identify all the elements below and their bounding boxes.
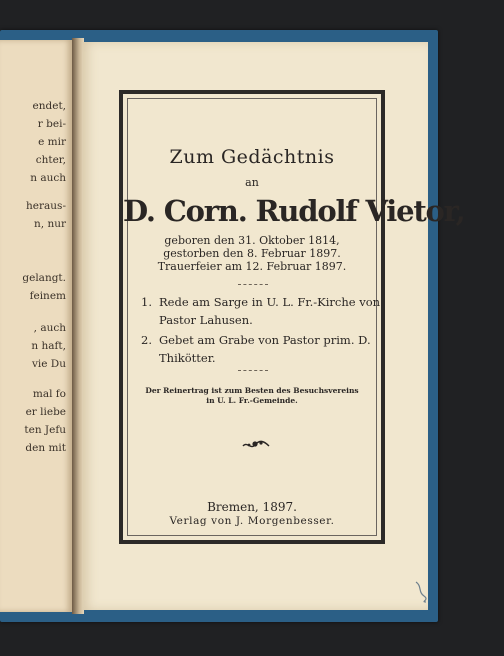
item-text: Rede am Sarge in U. L. Fr.-Kirche von Pastor Lahusen. xyxy=(159,295,381,327)
left-page-text-line: ten Jefu xyxy=(24,424,66,436)
proceeds-note-line: in U. L. Fr.-Gemeinde. xyxy=(206,396,298,405)
left-page-text-line: heraus- xyxy=(26,200,66,212)
funeral-date: Trauerfeier am 12. Februar 1897. xyxy=(157,260,347,273)
bookmark-thread-icon xyxy=(414,580,428,604)
title-frame xyxy=(119,90,465,544)
death-date: gestorben den 8. Februar 1897. xyxy=(163,247,341,260)
left-page-text-line: n, nur xyxy=(34,218,66,230)
item-text: Gebet am Grabe von Pastor prim. D. Thikötter. xyxy=(159,333,371,365)
honoree-name: D. Corn. Rudolf Vietor, xyxy=(123,194,465,228)
left-page-text-line: endet, xyxy=(32,100,66,112)
left-page-text-line: chter, xyxy=(35,154,66,166)
left-page-text-line: den mit xyxy=(25,442,66,454)
ornament-divider xyxy=(238,370,268,373)
left-page-text-line: n haft, xyxy=(31,340,66,352)
imprint-city-year: Bremen, 1897. xyxy=(207,500,297,514)
item-number: 1. xyxy=(141,295,152,309)
left-page-text-line: , auch xyxy=(33,322,66,334)
left-page-text-line: vie Du xyxy=(31,358,66,370)
left-page-text-line: er liebe xyxy=(25,406,66,418)
ornament-divider xyxy=(238,284,268,287)
left-page-text-line: r bei- xyxy=(37,118,66,130)
left-page-text-line: mal fo xyxy=(32,388,66,400)
left-page xyxy=(0,40,72,612)
left-page-text-line: gelangt. xyxy=(22,272,66,284)
left-page-text-line: feinem xyxy=(29,290,66,302)
memorial-heading: Zum Gedächtnis xyxy=(169,146,335,168)
left-page-text-line: e mir xyxy=(38,136,66,148)
dedication-word: an xyxy=(245,176,259,189)
proceeds-note-line: Der Reinertrag ist zum Besten des Besuchsvereins xyxy=(145,386,359,395)
item-number: 2. xyxy=(141,333,152,347)
publisher: Verlag von J. Morgenbesser. xyxy=(169,515,335,527)
birth-date: geboren den 31. Oktober 1814, xyxy=(164,234,340,247)
left-page-text-line: n auch xyxy=(30,172,66,184)
flower-ornament-icon xyxy=(241,438,271,452)
